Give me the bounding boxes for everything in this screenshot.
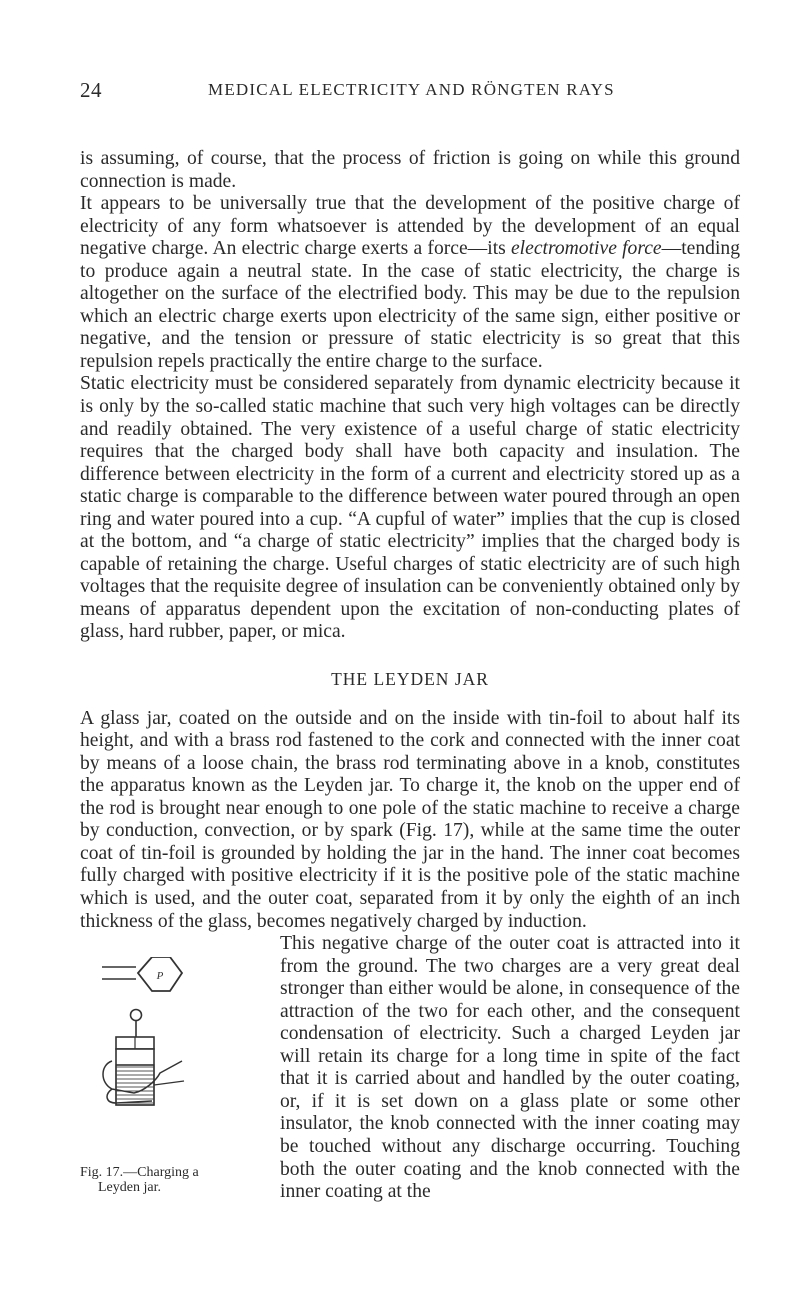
page-number: 24 <box>80 78 102 102</box>
figure-17 <box>80 933 270 1235</box>
leyden-paragraph-1: A glass jar, coated on the outside and on the inside with tin-foil to about half its height, and with a brass rod fastened to the cork and connected with the inner coat by means of a loose chain, the brass rod terminating above in a knob, constitutes the apparatus known as the Leyden jar. To charge it, the knob on the upper end of the rod is brought near enough to one pole of the static machine to receive a charge by conduction, convection, or by spark (Fig. 17), while at the same time the outer coat of tin-foil is grounded by holding the jar in the hand. The inner coat becomes fully charged with positive electricity if it is the positive pole of the static machine which is used, and the outer coat, separated from it by only the eighth of an inch thickness of the glass, becomes negatively charged by induction. <box>80 707 740 932</box>
figure-caption: Fig. 17.—Charging a Leyden jar. <box>80 1165 199 1196</box>
running-head: MEDICAL ELECTRICITY AND RÖNGTEN RAYS <box>208 80 615 99</box>
paragraph-1: is assuming, of course, that the process of friction is going on while this ground connection is made. <box>80 148 740 192</box>
body-text <box>80 148 740 1235</box>
leyden-paragraph-2: This negative charge of the outer coat is attracted into it from the ground. The two charges are a very great deal stronger than either would be alone, in consequence of the attraction of the two for each other, and the consequent condensation of electricity. Such a charged Leyden jar will retain its charge for a long time in spite of the fact that it is carried about and handled by the outer coating, or, if it is set down on a glass plate or some other insulator, the knob connected with the inner coating may be touched without any discharge occurring. Touching both the outer coating and the knob connected with the inner coating at the <box>280 933 740 1203</box>
paragraph-2: It appears to be universally true that the development of the positive charge of electricity of any form whatsoever is attended by the development of an equal negative charge. An electric charge exerts a force—its electromotive force—tending to produce again a neutral state. In the case of static electricity, the charge is altogether on the surface of the electrified body. This may be due to the repulsion which an electric charge exerts upon electricity of the same sign, either positive or negative, and the tension or pressure of static electricity is so great that this repulsion repels practically the entire charge to the surface. <box>80 193 740 372</box>
svg-text:P: P <box>156 970 164 983</box>
paragraph-3: Static electricity must be considered separately from dynamic electricity because it is only by the so-called static machine that such very high voltages can be directly and readily obtained. The very existence of a useful charge of static electricity requires that the charged body shall have both capacity and insulation. The difference between electricity in the form of a current and electricity stored up as a static charge is comparable to the difference between water poured through an open ring and water poured into a cup. “A cupful of water” implies that the cup is closed at the bottom, and “a charge of static electricity” implies that the charged body is capable of retaining the charge. Useful charges of static electricity are of such high voltages that the requisite degree of insulation can be conveniently obtained only by means of apparatus dependent upon the excitation of non-conducting plates of glass, hard rubber, paper, or mica. <box>80 373 740 643</box>
leyden-jar-illustration <box>98 957 208 1157</box>
jar-knob-icon <box>131 1010 142 1021</box>
section-title: THE LEYDEN JAR <box>331 669 489 690</box>
page-header <box>80 78 740 108</box>
italic-term: electromotive force <box>510 238 662 260</box>
